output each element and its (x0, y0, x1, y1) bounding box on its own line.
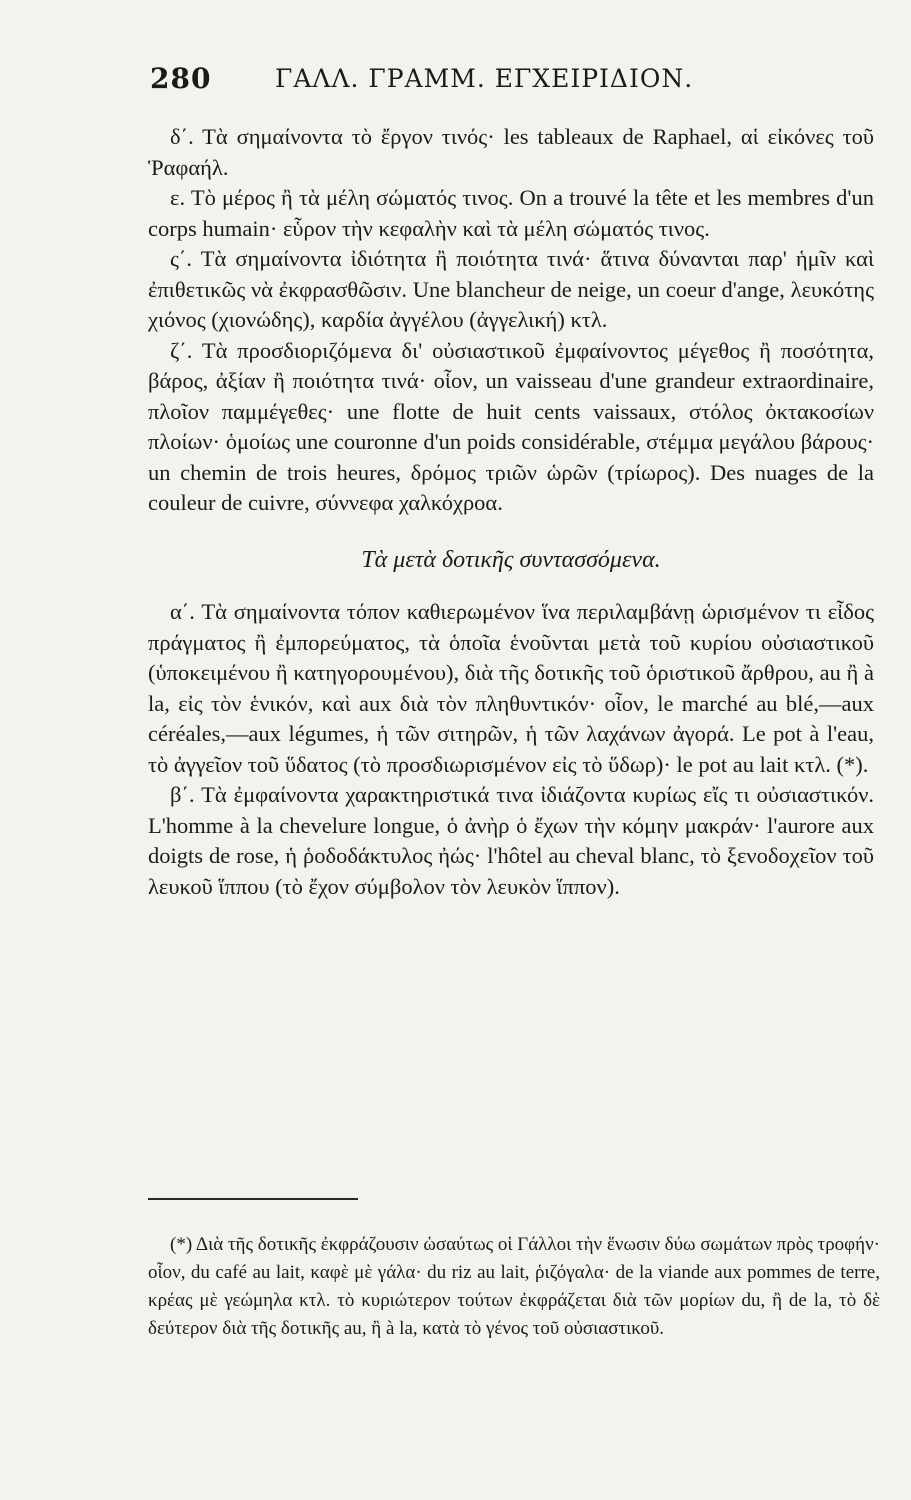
page-number: 280 (150, 62, 212, 95)
footnote: (*) Διὰ τῆς δοτικῆς ἐκφράζουσιν ὡσαύτως οἱ Γάλλοι τὴν ἕνωσιν δύω σωμάτων πρὸς τροφήν· οἷον, du café au lait, καφὲ μὲ γάλα· du riz au lait, ῥιζόγαλα· de la viande aux pommes de terre, κρέας μὲ γεώμηλα κτλ. τὸ κυριώτερον τούτων ἐκφράζεται διὰ τῶν μορίων du, ἢ de la, τὸ δὲ δεύτερον διὰ τῆς δοτικῆς au, ἢ à la, κατὰ τὸ γένος τοῦ οὐσιαστικοῦ. (148, 1234, 880, 1339)
section-heading: Τὰ μετὰ δοτικῆς συντασσόμενα. (361, 546, 661, 573)
main-text (148, 122, 874, 902)
paragraph: ς΄. Τὰ σημαίνοντα ἰδιότητα ἢ ποιότητα τινά· ἅτινα δύνανται παρ' ἡμῖν καὶ ἐπιθετικῶς νὰ ἐκφρασθῶσιν. Une blancheur de neige, un coeur d'ange, λευκότης χιόνος (χιονώδης), καρδία ἀγγέλου (ἀγγελική) κτλ. (148, 246, 874, 332)
page-header (150, 62, 790, 102)
paragraph: ζ΄. Τὰ προσδιοριζόμενα δι' οὐσιαστικοῦ ἐμφαίνοντος μέγεθος ἢ ποσότητα, βάρος, ἀξίαν ἢ ποιότητα τινά· οἷον, un vaisseau d'une grandeur extraordinaire, πλοῖον παμμέγεθες· une flotte de huit cents vaissaux, στόλος ὀκτακοσίων πλοίων· ὁμοίως une couronne d'un poids considérable, στέμμα μεγάλου βάρους· un chemin de trois heures, δρόμος τριῶν ὡρῶν (τρίωρος). Des nuages de la couleur de cuivre, σύννεφα χαλκόχροα. (148, 337, 874, 515)
paragraph: ε. Τὸ μέρος ἢ τὰ μέλη σώματός τινος. On a trouvé la tête et les membres d'un corps humain· εὗρον τὴν κεφαλὴν καὶ τὰ μέλη σώματός τινος. (148, 185, 874, 241)
paragraph: β΄. Τὰ ἐμφαίνοντα χαρακτηριστικά τινα ἰδιάζοντα κυρίως εἴς τι οὐσιαστικόν. L'homme à la chevelure longue, ὁ ἀνὴρ ὁ ἔχων τὴν κόμην μακράν· l'aurore aux doigts de rose, ἡ ῥοδοδάκτυλος ἠώς· l'hôtel au cheval blanc, τὸ ξενοδοχεῖον τοῦ λευκοῦ ἵππου (τὸ ἔχον σύμβολον τὸν λευκὸν ἵππον). (148, 782, 874, 899)
footnote-divider (148, 1198, 358, 1200)
paragraph: δ΄. Τὰ σημαίνοντα τὸ ἔργον τινός· les tableaux de Raphael, αἱ εἰκόνες τοῦ Ῥαφαήλ. (148, 124, 874, 180)
paragraph: α΄. Τὰ σημαίνοντα τόπον καθιερωμένον ἵνα περιλαμβάνῃ ὡρισμένον τι εἶδος πράγματος ἢ ἐμπορεύματος, τὰ ὁποῖα ἑνοῦνται μετὰ τοῦ κυρίου οὐσιαστικοῦ (ὑποκειμένου ἢ κατηγορουμένου), διὰ τῆς δοτικῆς τοῦ ὁριστικοῦ ἄρθρου, au ἢ à la, εἰς τὸν ἑνικόν, καὶ aux διὰ τὸν πληθυντικόν· οἷον, le marché au blé,—aux céréales,—aux légumes, ἡ τῶν σιτηρῶν, ἡ τῶν λαχάνων ἀγορά. Le pot à l'eau, τὸ ἀγγεῖον τοῦ ὕδατος (τὸ προσδιωρισμένον εἰς τὸ ὕδωρ)· le pot au lait κτλ. (*). (148, 599, 874, 777)
running-title: ΓΑΛΛ. ΓΡΑΜΜ. ΕΓΧΕΙΡΙΔΙΟΝ. (275, 64, 694, 93)
